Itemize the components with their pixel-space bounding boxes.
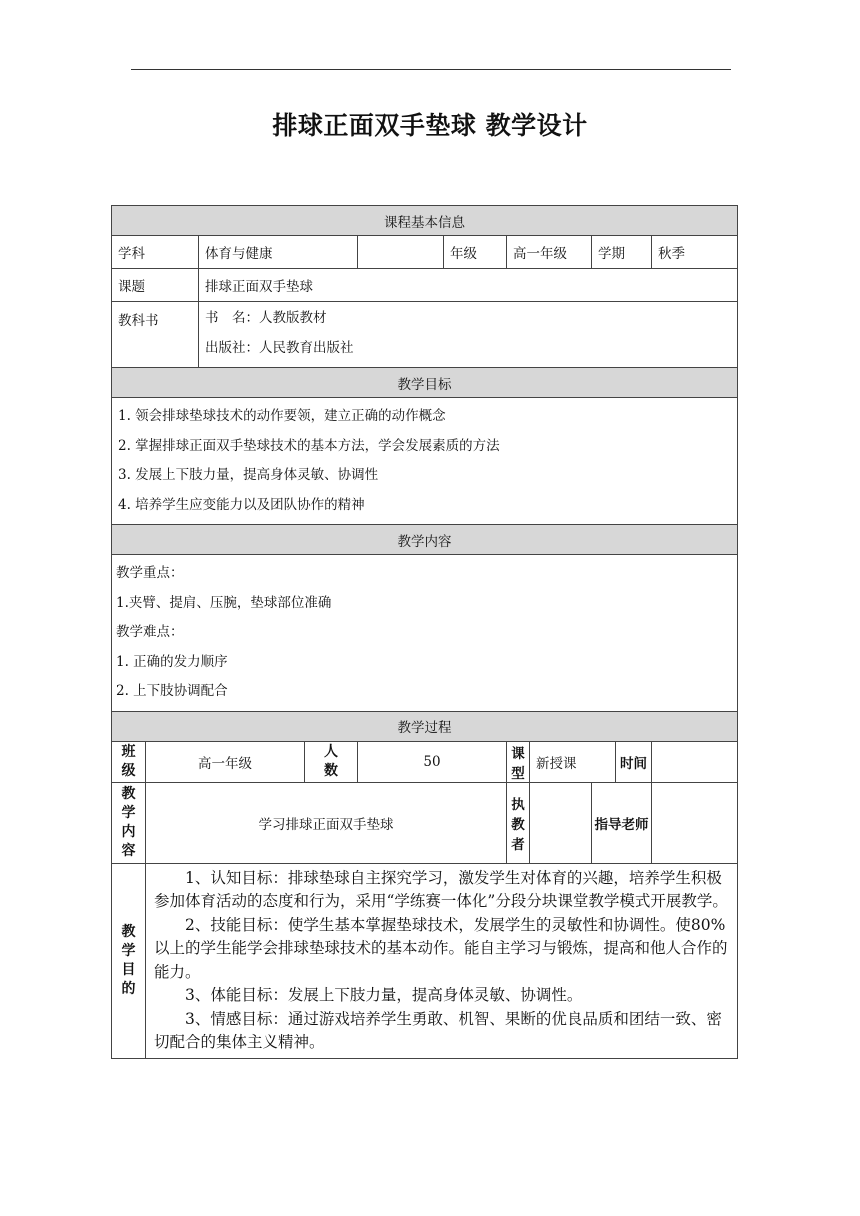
label-char: 容	[121, 842, 136, 859]
basic-info-header: 课程基本信息	[112, 206, 738, 236]
class-label	[112, 741, 146, 782]
textbook-publisher: 出版社：人民教育出版社	[205, 339, 354, 356]
key-points-label: 教学重点：	[116, 565, 184, 581]
teaching-content-label	[112, 782, 146, 863]
subject-value: 体育与健康	[199, 236, 358, 269]
label-char: 目	[121, 961, 136, 978]
teacher-value	[530, 782, 592, 863]
teaching-purpose-body	[146, 863, 738, 1058]
header-rule	[131, 69, 731, 70]
difficulty-item: 1. 正确的发力顺序	[116, 653, 228, 670]
objective-item: 2. 掌握排球正面双手垫球技术的基本方法，学会发展素质的方法	[118, 437, 500, 454]
purpose-paragraph: 3、体能目标：发展上下肢力量，提高身体灵敏、协调性。	[185, 986, 583, 1004]
supervisor-value	[652, 782, 738, 863]
supervisor-label: 指导老师	[592, 782, 652, 863]
class-value: 高一年级	[146, 741, 305, 782]
class-label-char: 班	[121, 743, 136, 760]
lesson-plan-table	[111, 205, 738, 1059]
difficulty-label: 教学难点：	[116, 624, 184, 640]
grade-value: 高一年级	[507, 236, 592, 269]
label-char: 内	[121, 823, 136, 840]
key-point-item: 1.夹臂、提肩、压腕，垫球部位准确	[116, 594, 332, 611]
textbook-name: 书 名：人教版教材	[205, 310, 327, 326]
textbook-label: 教科书	[112, 302, 199, 368]
label-char: 教	[121, 785, 136, 802]
time-label: 时间	[616, 741, 652, 782]
type-label: 课型	[507, 741, 530, 782]
teacher-label: 执教者	[507, 782, 530, 863]
grade-label: 年级	[444, 236, 507, 269]
textbook-info	[199, 302, 738, 368]
document-title: 排球正面双手垫球 教学设计	[272, 111, 588, 140]
process-header: 教学过程	[112, 711, 738, 741]
term-label: 学期	[592, 236, 652, 269]
label-char: 学	[121, 804, 136, 821]
topic-label: 课题	[112, 269, 199, 302]
topic-value: 排球正面双手垫球	[199, 269, 738, 302]
count-label	[305, 741, 358, 782]
content-header: 教学内容	[112, 525, 738, 555]
spacer-cell	[358, 236, 444, 269]
objective-item: 3. 发展上下肢力量，提高身体灵敏、协调性	[118, 467, 379, 483]
count-label-char: 人	[324, 743, 338, 760]
objective-item: 4. 培养学生应变能力以及团队协作的精神	[118, 496, 365, 513]
objectives-list	[112, 398, 738, 525]
purpose-paragraph: 1、认知目标：排球垫球自主探究学习，激发学生对体育的兴趣，培养学生积极参加体育活动的态度和行为，采用“学练赛一体化”分段分块课堂教学模式开展教学。	[154, 868, 728, 910]
class-label-char: 级	[121, 762, 136, 779]
count-label-char: 数	[324, 762, 338, 779]
term-value: 秋季	[652, 236, 738, 269]
objective-item: 1. 领会排球垫球技术的动作要领，建立正确的动作概念	[118, 408, 446, 424]
label-char: 学	[121, 942, 136, 959]
content-body	[112, 555, 738, 712]
label-char: 教	[121, 923, 136, 940]
teaching-purpose-label	[112, 863, 146, 1058]
subject-label: 学科	[112, 236, 199, 269]
difficulty-item: 2. 上下肢协调配合	[116, 683, 228, 699]
time-value	[652, 741, 738, 782]
type-value: 新授课	[530, 741, 616, 782]
count-value: 50	[358, 741, 507, 782]
purpose-paragraph: 3、情感目标：通过游戏培养学生勇敢、机智、果断的优良品质和团结一致、密切配合的集体主义精神。	[154, 1009, 722, 1051]
objectives-header: 教学目标	[112, 368, 738, 398]
teaching-content-value: 学习排球正面双手垫球	[146, 782, 507, 863]
label-char: 的	[121, 980, 136, 997]
purpose-paragraph: 2、技能目标：使学生基本掌握垫球技术，发展学生的灵敏性和协调性。使80%以上的学生能学会排球垫球技术的基本动作。能自主学习与锻炼，提高和他人合作的能力。	[154, 915, 728, 981]
